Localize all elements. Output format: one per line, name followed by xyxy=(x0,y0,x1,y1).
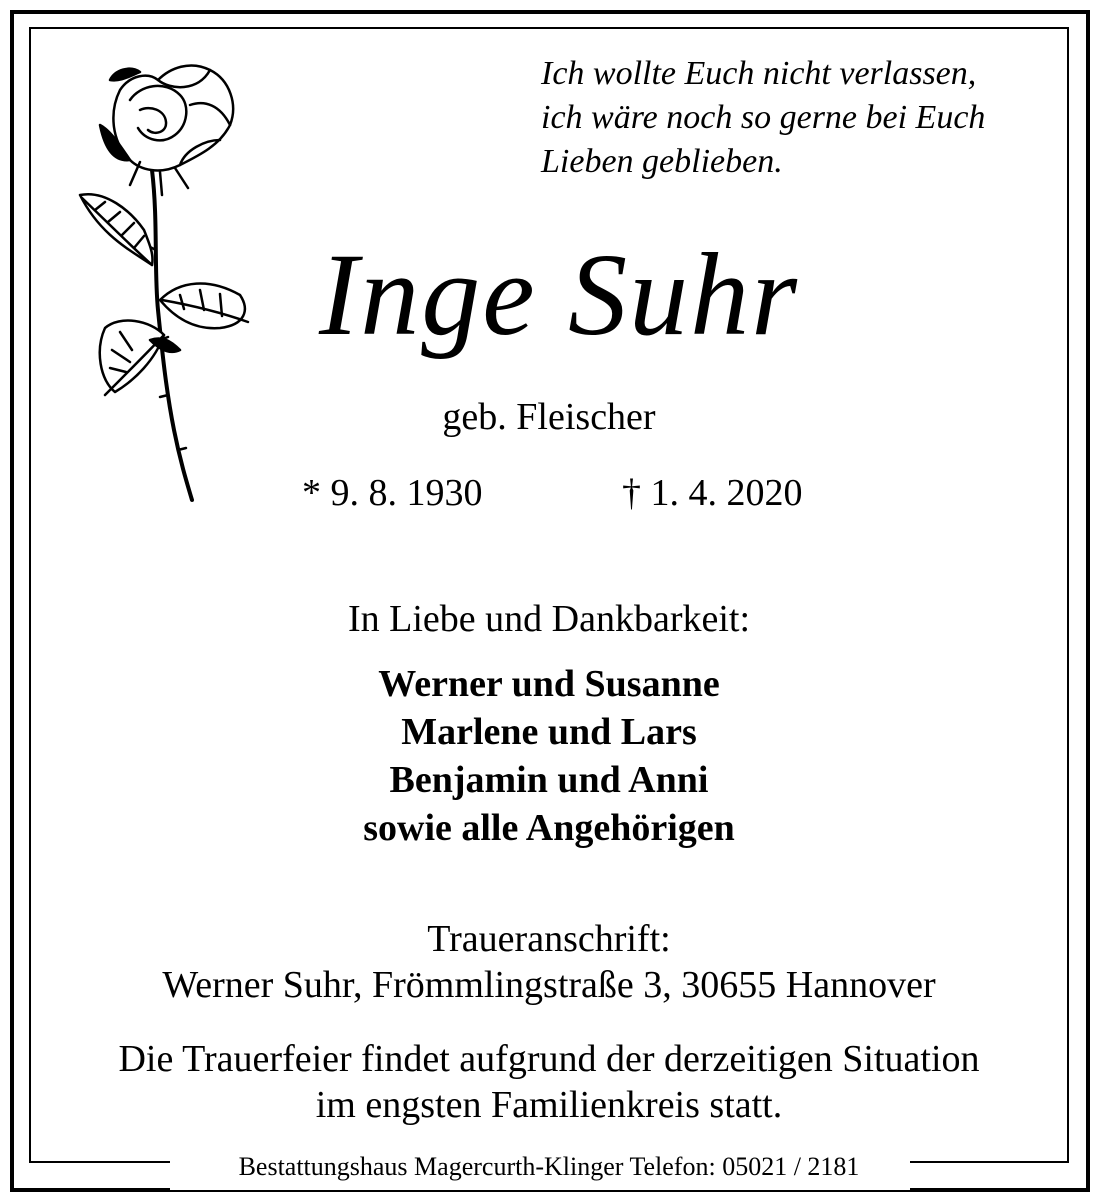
notice-line: im engsten Familienkreis statt. xyxy=(315,1084,783,1126)
quote-line: Ich wollte Euch nicht verlassen, xyxy=(541,55,977,92)
death-date: † 1. 4. 2020 xyxy=(622,472,803,514)
mourner-name: Marlene und Lars xyxy=(401,711,697,753)
address-line: Werner Suhr, Frömmlingstraße 3, 30655 Hannover xyxy=(162,964,936,1006)
funeral-home-footer: Bestattungshaus Magercurth-Klinger Telefon: 05021 / 2181 xyxy=(238,1152,860,1181)
notice-line: Die Trauerfeier findet aufgrund der derzeitigen Situation xyxy=(118,1038,980,1080)
birth-date: * 9. 8. 1930 xyxy=(302,472,483,514)
deceased-name: Inge Suhr xyxy=(318,229,800,360)
mourning-address xyxy=(0,916,1098,1008)
quote-line: Lieben geblieben. xyxy=(541,143,783,180)
mourners-list xyxy=(0,660,1098,852)
quote xyxy=(541,52,985,184)
mourners-intro: In Liebe und Dankbarkeit: xyxy=(347,598,751,640)
funeral-notice xyxy=(0,1036,1098,1128)
maiden-name: geb. Fleischer xyxy=(442,396,656,438)
quote-line: ich wäre noch so gerne bei Euch xyxy=(541,99,986,136)
mourner-name: Benjamin und Anni xyxy=(389,759,709,801)
mourner-name: sowie alle Angehörigen xyxy=(363,807,735,849)
address-label: Traueranschrift: xyxy=(427,918,671,960)
mourner-name: Werner und Susanne xyxy=(378,663,720,705)
